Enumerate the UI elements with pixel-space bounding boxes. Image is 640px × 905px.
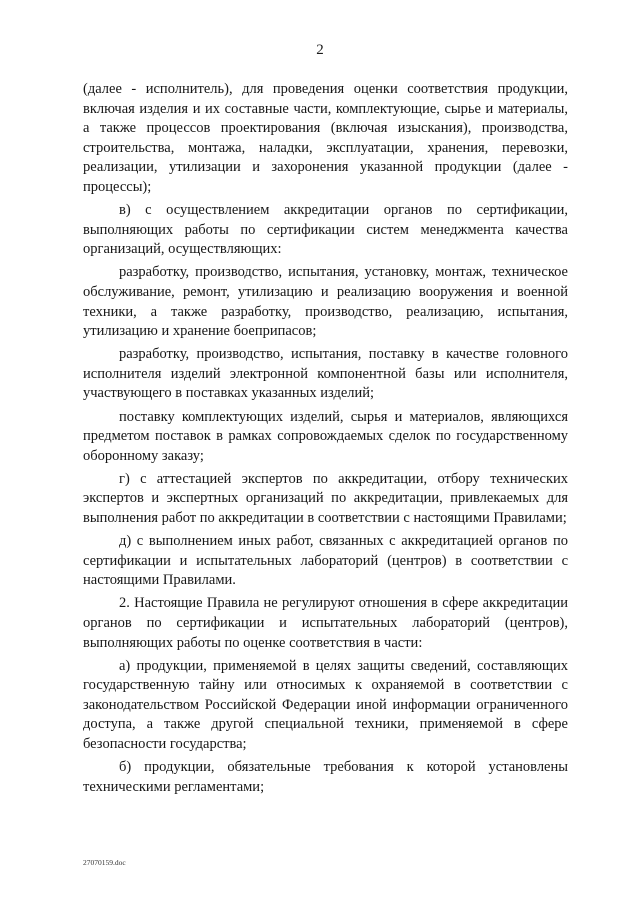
- page-number: 2: [316, 42, 324, 58]
- paragraph-item-a: а) продукции, применяемой в целях защиты сведений, составляющих государственную тайну или относимых к охраняемой в соответствии с законодательством Российской Федерации иной информации ограниченного доступа, а также другой специальной техники, применяемой в сфере безопасности государства;: [83, 657, 568, 752]
- paragraph-item-v: в) с осуществлением аккредитации органов по сертификации, выполняющих работы по сертификации систем менеджмента качества организаций, осуществляющих:: [83, 202, 568, 258]
- paragraph-electronic-components: разработку, производство, испытания, поставку в качестве головного исполнителя изделий электронной компонентной базы или исполнителя, участвующего в поставках указанных изделий;: [83, 346, 568, 402]
- paragraph-supply-components: поставку комплектующих изделий, сырья и материалов, являющихся предметом поставок в рамках сопровождаемых сделок по государственному оборонному заказу;: [83, 408, 568, 464]
- paragraph-section-2: 2. Настоящие Правила не регулируют отношения в сфере аккредитации органов по сертификации и испытательных лабораторий (центров), выполняющих работы по оценке соответствия в части:: [83, 595, 568, 651]
- paragraph-weapons-development: разработку, производство, испытания, установку, монтаж, техническое обслуживание, ремонт, утилизацию и реализацию вооружения и военной техники, а также разработку, производство, реализацию, испытания, утилизацию и хранение боеприпасов;: [83, 264, 568, 340]
- paragraph-item-b: б) продукции, обязательные требования к которой установлены техническими регламентами;: [83, 759, 568, 795]
- footer-document-code: 27070159.doc: [83, 858, 126, 867]
- paragraph-item-d: д) с выполнением иных работ, связанных с аккредитацией органов по сертификации и испытательных лабораторий (центров) в соответствии с настоящими Правилами.: [83, 533, 568, 589]
- paragraph-item-g: г) с аттестацией экспертов по аккредитации, отбору технических экспертов и экспертных организаций по аккредитации, привлекаемых для выполнения работ по аккредитации в соответствии с настоящими Правилами;: [83, 470, 568, 526]
- paragraph-continuation: (далее - исполнитель), для проведения оценки соответствия продукции, включая изделия и их составные части, комплектующие, сырье и материалы, а также процессов проектирования (включая изыскания), производства, строительства, монтажа, наладки, эксплуатации, хранения, перевозки, реализации, утилизации и захоронения указанной продукции (далее - процессы);: [83, 81, 568, 195]
- document-body: [83, 80, 568, 801]
